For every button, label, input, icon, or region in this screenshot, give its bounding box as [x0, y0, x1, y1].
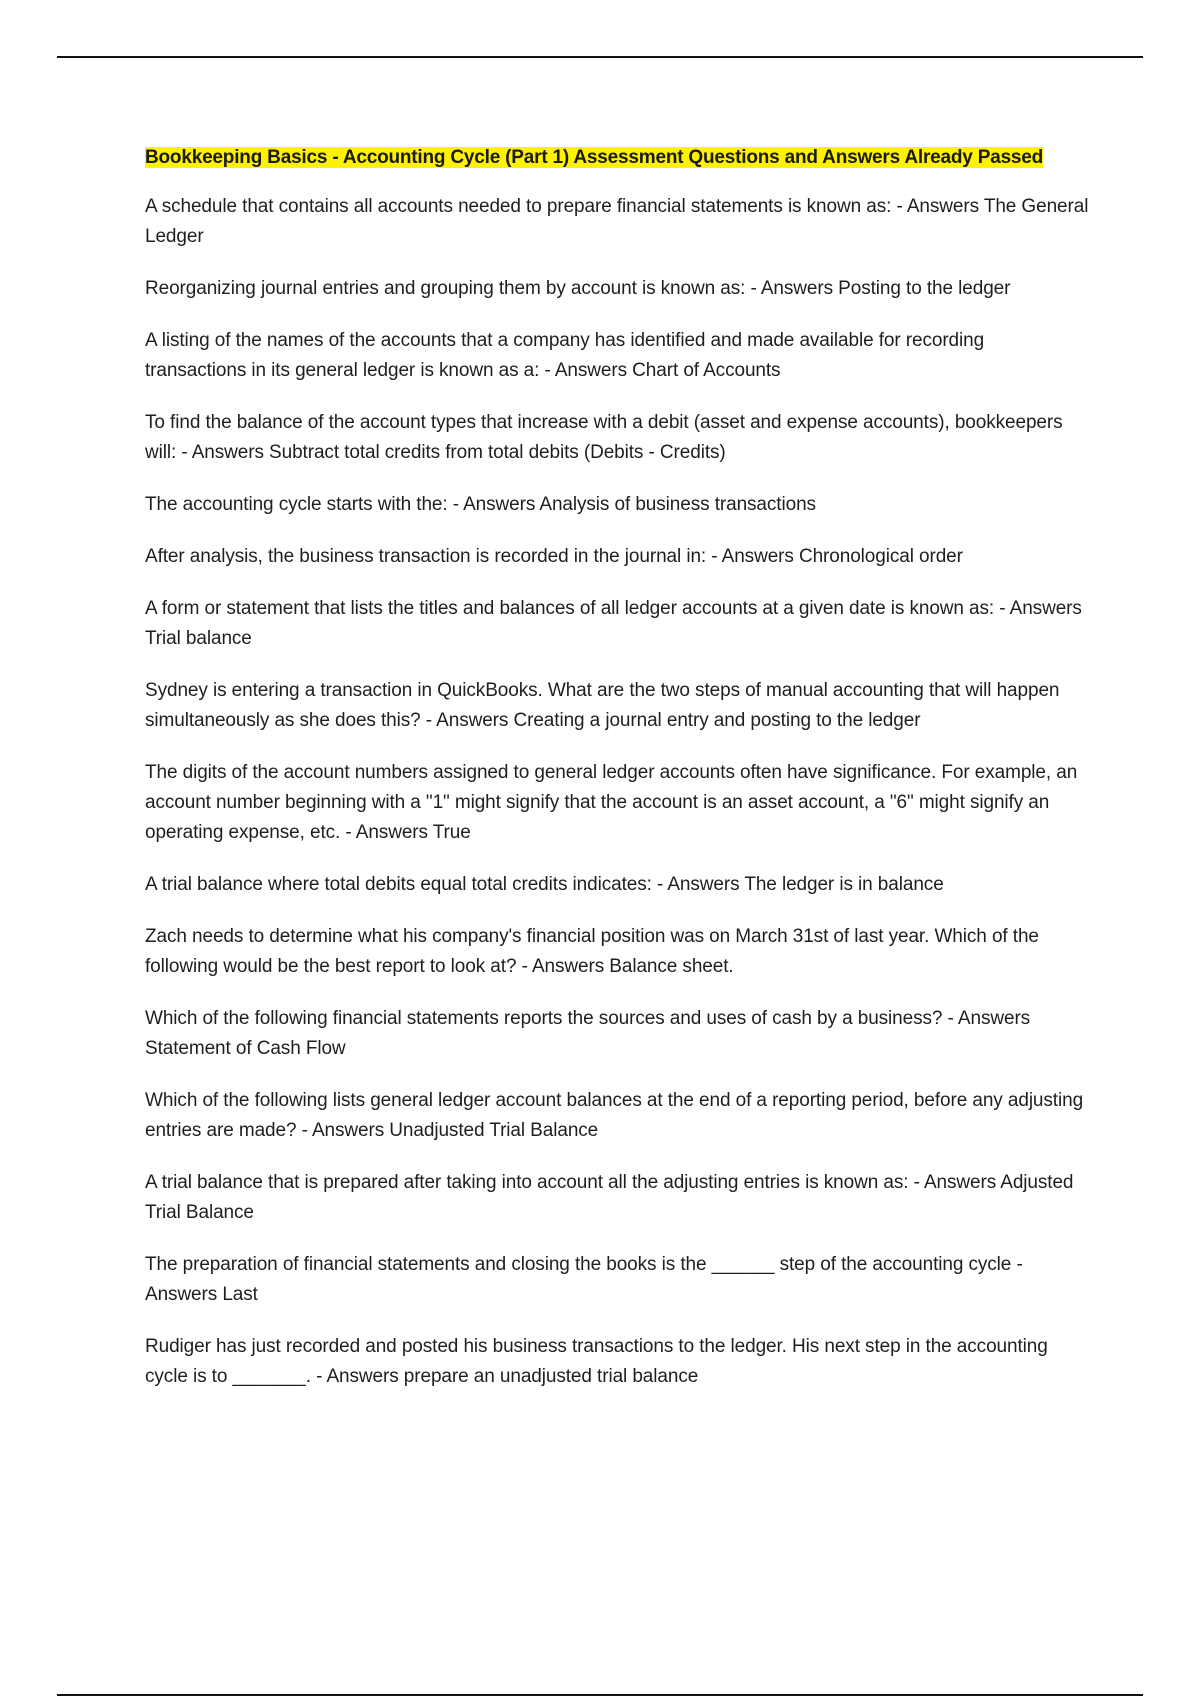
document-title: Bookkeeping Basics - Accounting Cycle (Part 1) Assessment Questions and Answers Already Passed [145, 147, 1044, 168]
qa-item: Reorganizing journal entries and grouping them by account is known as: - Answers Posting to the ledger [145, 278, 1011, 299]
qa-item: A schedule that contains all accounts needed to prepare financial statements is known as: - Answers The General Ledger [145, 196, 1089, 247]
qa-item: The digits of the account numbers assigned to general ledger accounts often have significance. For example, an account number beginning with a "1" might signify that the account is an asset account, a "6" might signify an operating expense, etc. - Answers True [145, 762, 1078, 843]
document-body [145, 146, 1090, 1414]
qa-item: After analysis, the business transaction is recorded in the journal in: - Answers Chronological order [145, 546, 963, 567]
qa-item: A trial balance where total debits equal total credits indicates: - Answers The ledger is in balance [145, 874, 944, 895]
bottom-rule [57, 1694, 1143, 1696]
qa-item: A form or statement that lists the titles and balances of all ledger accounts at a given date is known as: - Answers Trial balance [145, 598, 1082, 649]
qa-item: The preparation of financial statements and closing the books is the ______ step of the accounting cycle - Answers Last [145, 1254, 1023, 1305]
qa-item: Which of the following financial statements reports the sources and uses of cash by a business? - Answers Statement of Cash Flow [145, 1008, 1031, 1059]
title-block [145, 146, 1090, 171]
qa-item: A trial balance that is prepared after taking into account all the adjusting entries is known as: - Answers Adjusted Trial Balance [145, 1172, 1074, 1223]
qa-item: Zach needs to determine what his company's financial position was on March 31st of last year. Which of the following would be the best report to look at? - Answers Balance sheet. [145, 926, 1039, 977]
qa-item: Rudiger has just recorded and posted his business transactions to the ledger. His next step in the accounting cycle is to _______. - Answers prepare an unadjusted trial balance [145, 1336, 1048, 1387]
qa-item: A listing of the names of the accounts that a company has identified and made available for recording transactions in its general ledger is known as a: - Answers Chart of Accounts [145, 330, 985, 381]
qa-item: The accounting cycle starts with the: - Answers Analysis of business transactions [145, 494, 816, 515]
qa-item: Which of the following lists general ledger account balances at the end of a reporting period, before any adjusting entries are made? - Answers Unadjusted Trial Balance [145, 1090, 1084, 1141]
qa-item: Sydney is entering a transaction in QuickBooks. What are the two steps of manual accounting that will happen simultaneously as she does this? - Answers Creating a journal entry and posting to the ledger [145, 680, 1060, 731]
qa-item: To find the balance of the account types that increase with a debit (asset and expense accounts), bookkeepers will: - Answers Subtract total credits from total debits (Debits - Credits) [145, 412, 1063, 463]
top-rule [57, 56, 1143, 58]
